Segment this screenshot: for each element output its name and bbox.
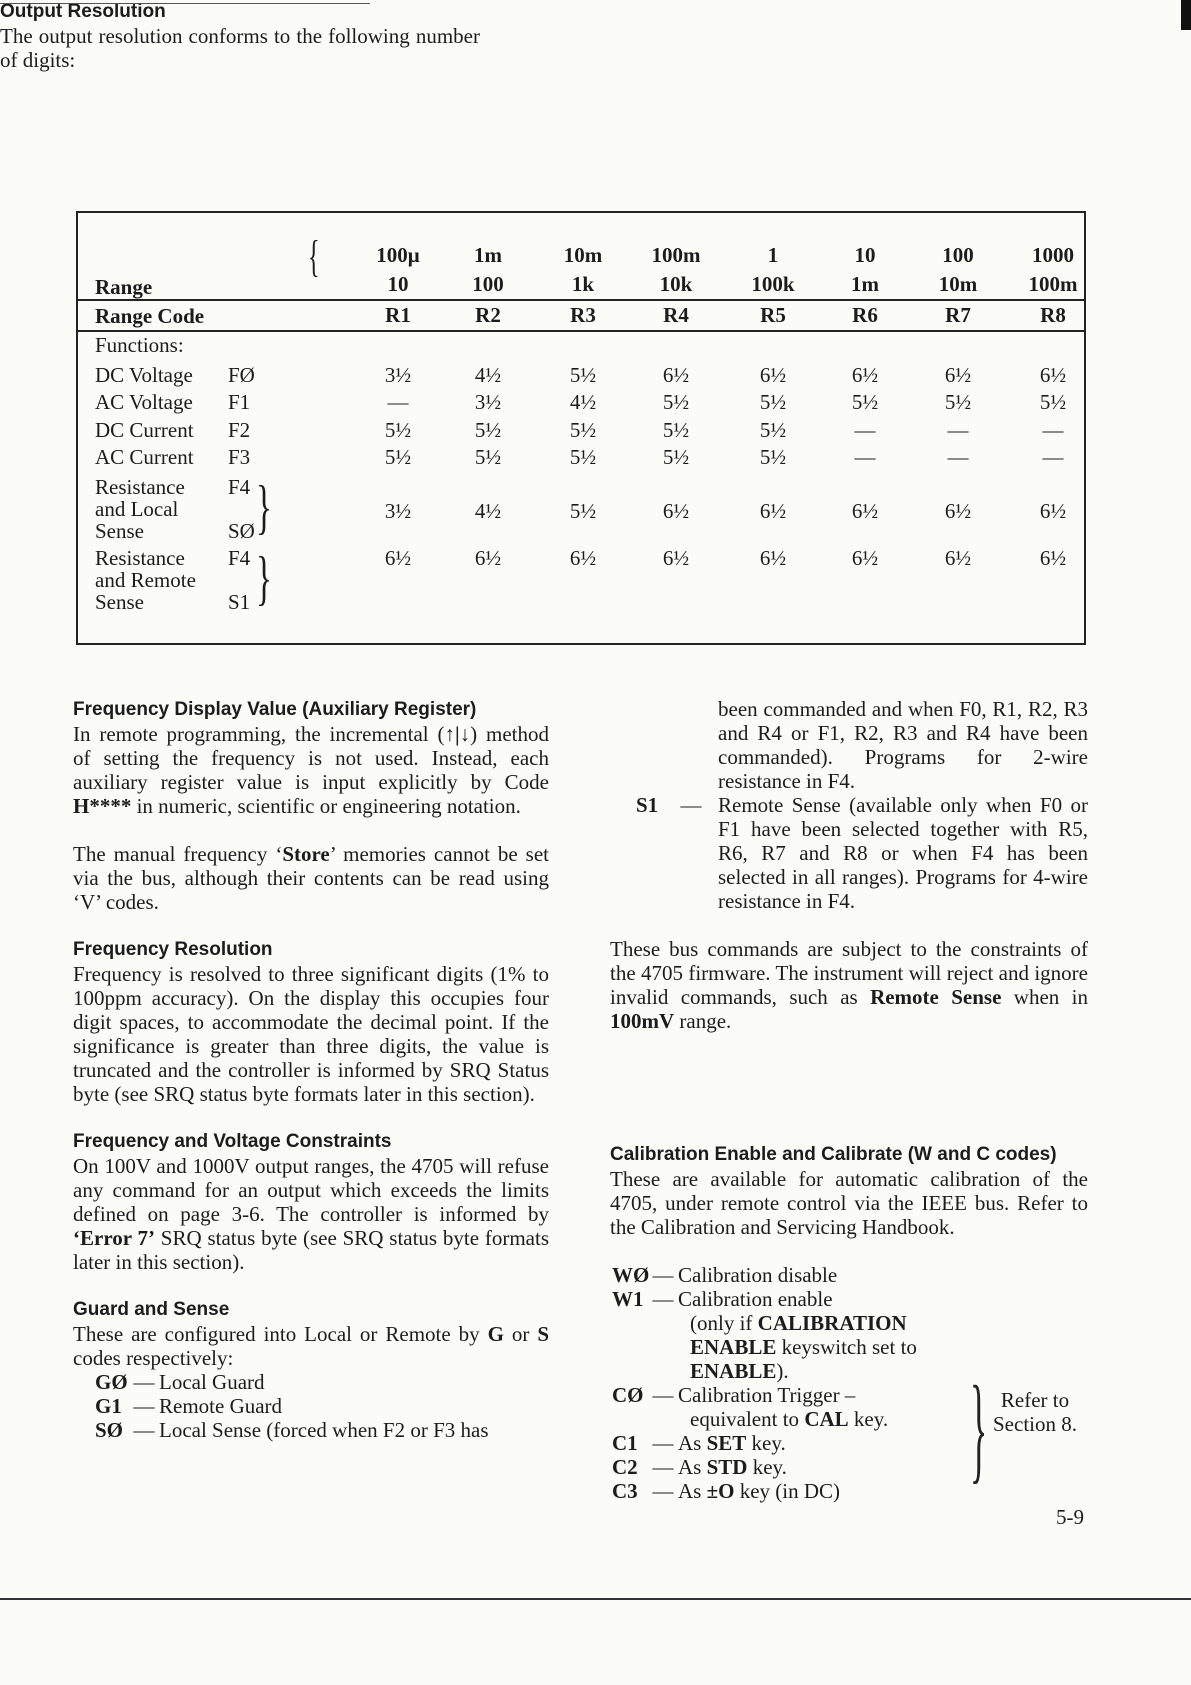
freq-resolution-heading: Frequency Resolution [73,939,273,960]
resolution-cell: 4½ [474,363,502,387]
range-bottom-value: 10m [938,272,978,296]
freq-display-text: In remote programming, the incremental (↑|↓) method of setting the frequency is not used. Instead, each auxiliary register value is input explicitly by Code H**** in numeric, scientific or engineering notation. [73,722,550,818]
constraints-heading: Frequency and Voltage Constraints [73,1131,392,1152]
resolution-cell: 3½ [384,363,412,387]
resolution-cell: 6½ [759,499,787,523]
resolution-cell: 5½ [474,445,502,469]
function-name: and Remote [95,568,196,592]
function-name: DC Voltage [95,363,193,387]
resolution-cell: 5½ [759,445,787,469]
resolution-cell: 6½ [1039,363,1067,387]
range-bottom-value: 10 [387,272,409,296]
range-code-value: R3 [570,303,596,327]
resolution-cell: 6½ [569,546,597,570]
resolution-cell: 6½ [474,546,502,570]
guard-item: G1 — Remote Guard [95,1394,283,1418]
resolution-cell: — [1042,418,1064,442]
c0-item: CØ — Calibration Trigger – [612,1383,856,1407]
calibration-text: These are available for automatic calibration of the 4705, under remote control via the IEEE bus. Refer to the Calibration and Servicing Handbook. [610,1167,1088,1239]
c2-item: C2 — As STD key. [612,1455,787,1479]
resolution-cell: 6½ [1039,546,1067,570]
guard-heading: Guard and Sense [73,1299,230,1320]
resolution-cell: 6½ [851,363,879,387]
s1-item: S1 — Remote Sense (available only when F0 or F1 have been selected together with R5, R6, R7 and R8 or when F4 has been selected in all ranges). Programs for 4-wire resistance in F4. [636,793,1088,913]
function-name: DC Current [95,418,194,442]
range-bottom-value: 1m [851,272,879,296]
range-brace: { [308,232,320,281]
function-name: Sense [95,590,144,614]
range-code-value: R5 [760,303,786,327]
functions-label: Functions: [95,333,184,357]
resolution-cell: 6½ [662,363,690,387]
bus-text: These bus commands are subject to the constraints of the 4705 firmware. The instrument will reject and ignore invalid commands, such as Remote Sense when in 100mV range. [610,937,1089,1033]
range-label: Range [95,275,153,299]
resolution-cell: 3½ [384,499,412,523]
scan-edge-top [0,3,370,4]
resolution-cell: 5½ [569,499,597,523]
resolution-cell: 6½ [851,499,879,523]
resolution-cell: 6½ [944,499,972,523]
refer-brace: } [970,1361,988,1494]
resolution-cell: 6½ [759,546,787,570]
resolution-cell: 3½ [474,390,502,414]
constraints-text: On 100V and 1000V output ranges, the 4705 will refuse any command for an output which exceeds the limits defined on page 3-6. The controller is informed by ‘Error 7’ SRQ status byte (see SRQ status byte formats later in this section). [73,1154,549,1274]
range-top-value: 1000 [1032,243,1074,267]
resolution-table [76,211,1086,645]
resolution-cell: — [1042,445,1064,469]
resolution-cell: 6½ [944,363,972,387]
resolution-cell: 5½ [384,418,412,442]
freq-display-heading: Frequency Display Value (Auxiliary Register) [73,699,477,720]
resolution-cell: 5½ [759,418,787,442]
resolution-cell: — [387,390,409,414]
guard-item: SØ — Local Sense (forced when F2 or F3 has [95,1418,489,1442]
refer-note: Refer to Section 8. [993,1388,1077,1436]
range-code-value: R7 [945,303,971,327]
resolution-cell: 4½ [569,390,597,414]
function-name: AC Current [95,445,194,469]
w1-note: (only if CALIBRATION ENABLE keyswitch set to ENABLE). [690,1311,917,1383]
store-text: The manual frequency ‘Store’ memories cannot be set via the bus, although their contents can be read using ‘V’ codes. [73,842,549,914]
resolution-cell: 5½ [759,390,787,414]
resolution-cell: — [947,445,969,469]
range-code-value: R1 [385,303,411,327]
range-code-value: R2 [475,303,501,327]
function-brace: } [256,545,272,611]
resolution-cell: 6½ [662,499,690,523]
resolution-cell: 5½ [851,390,879,414]
function-code: FØ [228,363,255,387]
function-code: SØ [228,519,255,543]
range-bottom-value: 10k [659,272,693,296]
resolution-cell: — [947,418,969,442]
resolution-cell: 5½ [384,445,412,469]
resolution-cell: — [854,418,876,442]
resolution-cell: 5½ [569,445,597,469]
range-code-value: R4 [663,303,689,327]
resolution-cell: 5½ [569,418,597,442]
function-code: F4 [228,546,251,570]
resolution-cell: 5½ [569,363,597,387]
w1-item: W1 — Calibration enable [612,1287,833,1311]
resolution-cell: 5½ [662,390,690,414]
function-name: Resistance [95,546,185,570]
function-code: F1 [228,390,251,414]
function-code: S1 [228,590,251,614]
guard-text: These are configured into Local or Remote by G or S codes respectively: [73,1322,549,1370]
range-top-value: 1m [474,243,502,267]
function-code: F3 [228,445,251,469]
range-top-value: 100 [942,243,974,267]
resolution-cell: 6½ [759,363,787,387]
resolution-cell: 4½ [474,499,502,523]
function-name: Sense [95,519,144,543]
function-name: Resistance [95,475,185,499]
function-code: F2 [228,418,251,442]
resolution-cell: 5½ [474,418,502,442]
c1-item: C1 — As SET key. [612,1431,786,1455]
output-resolution-text: The output resolution conforms to the following number of digits: [0,24,480,72]
page-number: 5-9 [1056,1505,1084,1529]
scan-edge-bottom [0,1598,1191,1600]
range-code-value: R6 [852,303,878,327]
table-divider [78,330,1084,332]
range-bottom-value: 100m [1028,272,1078,296]
c3-item: C3 — As ±O key (in DC) [612,1479,841,1503]
guard-item: GØ — Local Guard [95,1370,265,1394]
function-name: AC Voltage [95,390,193,414]
left-column [73,698,549,1442]
range-top-value: 100μ [376,243,420,267]
range-code-label: Range Code [95,304,205,328]
function-code: F4 [228,475,251,499]
resolution-cell: 6½ [1039,499,1067,523]
range-top-value: 10 [854,243,876,267]
resolution-cell: 5½ [662,418,690,442]
output-resolution-heading: Output Resolution [0,1,166,22]
resolution-cell: 6½ [662,546,690,570]
resolution-cell: 5½ [662,445,690,469]
function-brace: } [256,474,272,540]
scan-edge-right [1181,0,1191,30]
range-bottom-value: 1k [571,272,595,296]
resolution-cell: 5½ [1039,390,1067,414]
resolution-cell: — [854,445,876,469]
range-bottom-value: 100k [751,272,795,296]
range-top-value: 1 [767,243,779,267]
range-top-value: 100m [651,243,701,267]
range-top-value: 10m [563,243,603,267]
sense-continuation: been commanded and when F0, R1, R2, R3 and R4 or F1, R2, R3 and R4 have been commanded). Programs for 2-wire resistance in F4. [718,697,1088,793]
calibration-heading: Calibration Enable and Calibrate (W and C codes) [610,1144,1057,1165]
right-column [612,697,1088,1503]
resolution-cell: 6½ [384,546,412,570]
function-name: and Local [95,497,179,521]
range-bottom-value: 100 [472,272,504,296]
resolution-cell: 5½ [944,390,972,414]
c0-line2: equivalent to CAL key. [690,1407,889,1431]
output-resolution-section [0,0,480,72]
w0-item: WØ — Calibration disable [612,1263,838,1287]
table-divider [78,299,1084,301]
freq-resolution-text: Frequency is resolved to three significant digits (1% to 100ppm accuracy). On the display this occupies four digit spaces, to accommodate the decimal point. If the significance is greater than three digits, the value is truncated and the controller is informed by SRQ Status byte (see SRQ status byte formats later in this section). [73,962,549,1106]
range-code-value: R8 [1040,303,1066,327]
resolution-cell: 6½ [944,546,972,570]
resolution-cell: 6½ [851,546,879,570]
